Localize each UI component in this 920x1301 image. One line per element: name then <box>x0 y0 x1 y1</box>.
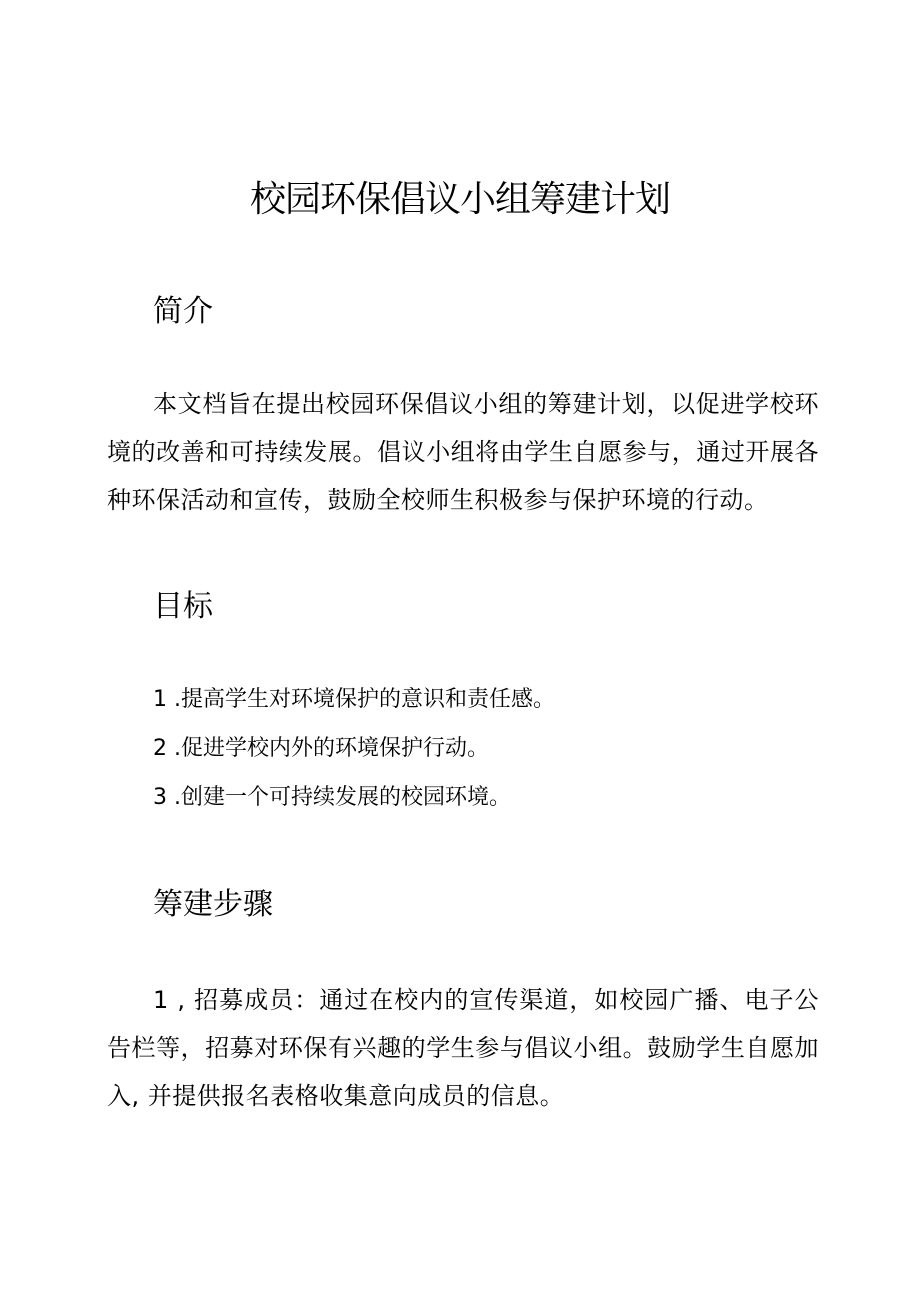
section-heading-steps: 筹建步骤 <box>153 887 273 922</box>
goal-item-3: 3 .创建一个可持续发展的校园环境。 <box>153 785 511 810</box>
section-heading-goals: 目标 <box>153 589 213 624</box>
goal-item-2: 2 .促进学校内外的环境保护行动。 <box>153 736 489 761</box>
section-heading-intro: 简介 <box>153 294 213 329</box>
document-title: 校园环保倡议小组筹建计划 <box>249 179 670 220</box>
goal-item-1: 1 .提高学生对环境保护的意识和责任感。 <box>153 687 555 712</box>
steps-paragraph: 1 , 招募成员：通过在校内的宣传渠道，如校园广播、电子公告栏等，招募对环保有兴趣的学生参与倡议小组。鼓励学生自愿加入, 并提供报名表格收集意向成员的信息。 <box>107 986 819 1110</box>
intro-paragraph: 本文档旨在提出校园环保倡议小组的筹建计划，以促进学校环境的改善和可持续发展。倡议小组将由学生自愿参与，通过开展各种环保活动和宣传，鼓励全校师生积极参与保护环境的行动。 <box>107 390 819 514</box>
